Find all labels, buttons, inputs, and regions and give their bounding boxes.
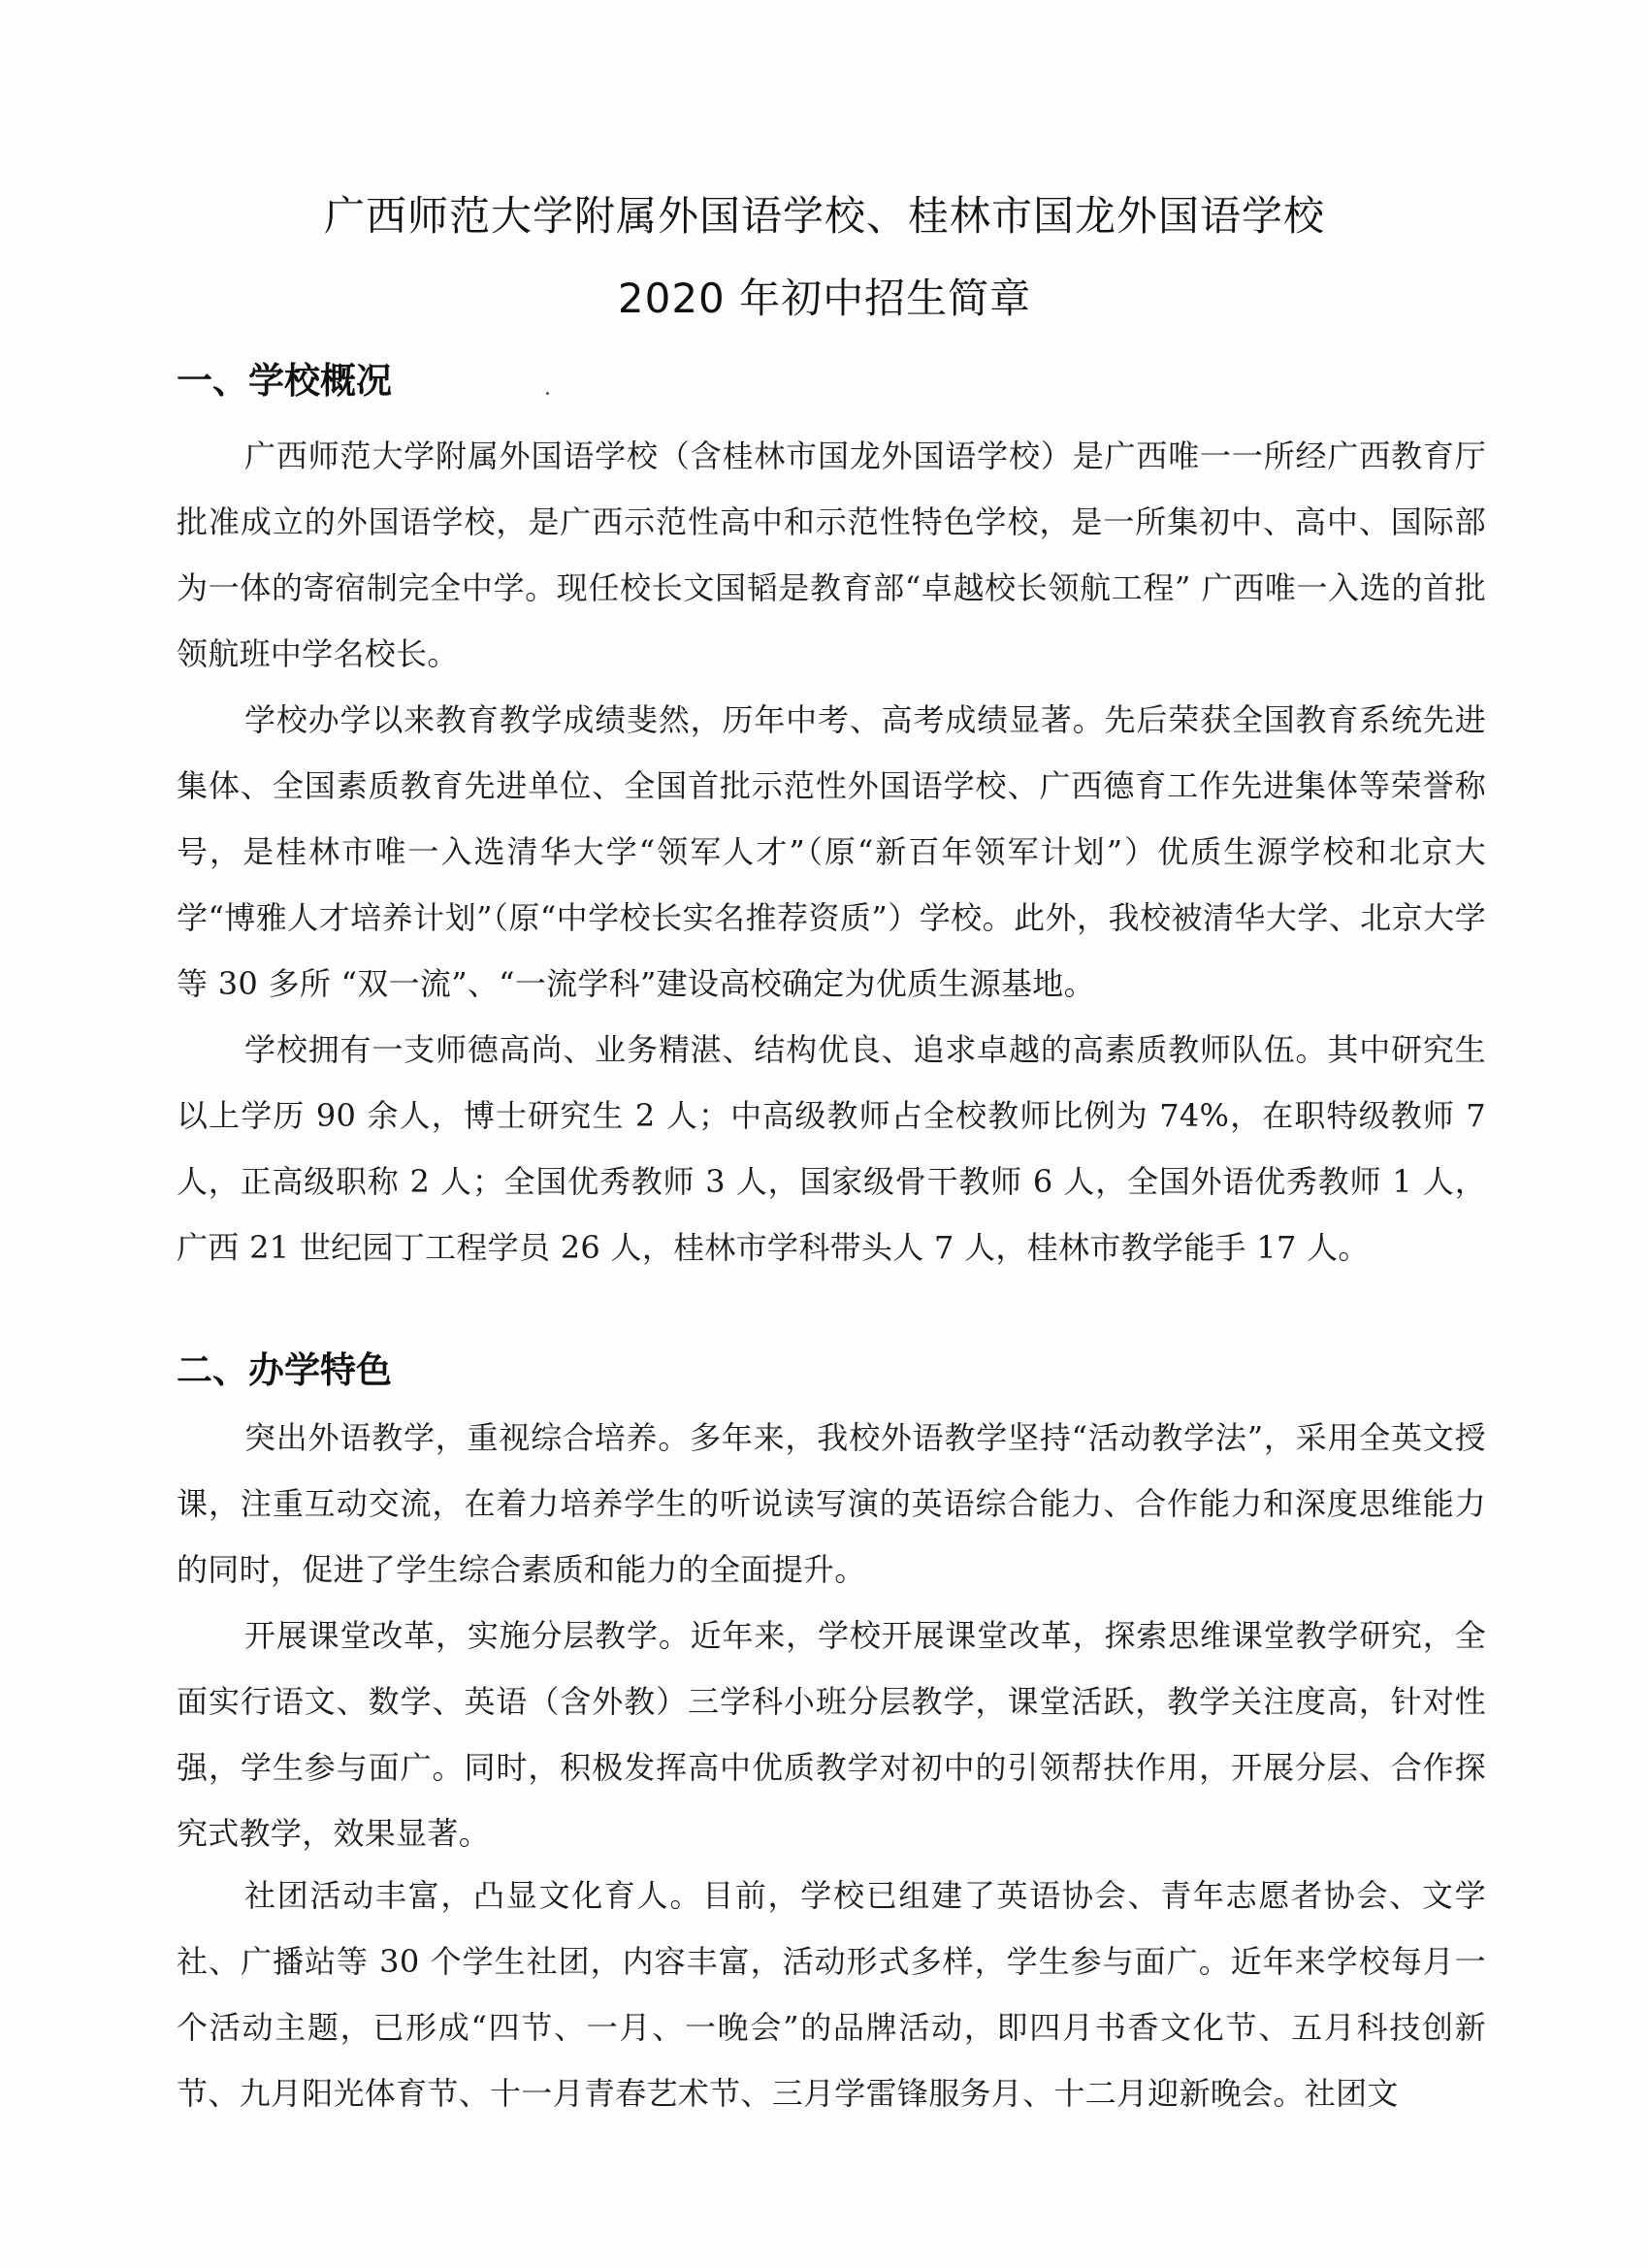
document-title-line-2: 2020 年初中招生简章 xyxy=(617,275,1032,322)
section-heading-features: 二、办学特色 xyxy=(177,1349,392,1391)
document-title-line-1: 广西师范大学附属外国语学校、桂林市国龙外国语学校 xyxy=(323,192,1325,240)
features-paragraph-2: 开展课堂改革，实施分层教学。近年来，学校开展课堂改革，探索思维课堂教学研究，全面实行语文、数学、英语（含外教）三学科小班分层教学，课堂活跃，教学关注度高，针对性强，学生参与面广。同时，积极发挥高中优质教学对初中的引领帮扶作用，开展分层、合作探究式教学，效果显著。 xyxy=(177,1617,1486,1852)
overview-paragraph-1: 广西师范大学附属外国语学校（含桂林市国龙外国语学校）是广西唯一一所经广西教育厅批准成立的外国语学校，是广西示范性高中和示范性特色学校，是一所集初中、高中、国际部为一体的寄宿制完全中学。现任校长文国韬是教育部“卓越校长领航工程” 广西唯一入选的首批领航班中学名校长。 xyxy=(177,437,1486,672)
features-paragraph-1: 突出外语教学，重视综合培养。多年来，我校外语教学坚持“活动教学法”，采用全英文授课，注重互动交流，在着力培养学生的听说读写演的英语综合能力、合作能力和深度思维能力的同时，促进了学生综合素质和能力的全面提升。 xyxy=(177,1419,1486,1588)
overview-paragraph-3: 学校拥有一支师德高尚、业务精湛、结构优良、追求卓越的高素质教师队伍。其中研究生以上学历 90 余人，博士研究生 2 人；中高级教师占全校教师比例为 74%，在职特级教师 7 人，正高级职称 2 人；全国优秀教师 3 人，国家级骨干教师 6 人，全国外语优秀教师 1 人，广西 21 世纪园丁工程学员 26 人，桂林市学科带头人 7 人，桂林市教学能手 17 人。 xyxy=(177,1031,1486,1266)
scan-speck xyxy=(546,392,549,395)
section-heading-overview: 一、学校概况 xyxy=(177,360,392,402)
overview-paragraph-2: 学校办学以来教育教学成绩斐然，历年中考、高考成绩显著。先后荣获全国教育系统先进集体、全国素质教育先进单位、全国首批示范性外国语学校、广西德育工作先进集体等荣誉称号，是桂林市唯一入选清华大学“领军人才”（原“新百年领军计划”）优质生源学校和北京大学“博雅人才培养计划”（原“中学校长实名推荐资质”）学校。此外，我校被清华大学、北京大学等 30 多所 “双一流”、“一流学科”建设高校确定为优质生源基地。 xyxy=(177,701,1486,1002)
features-paragraph-3: 社团活动丰富，凸显文化育人。目前，学校已组建了英语协会、青年志愿者协会、文学社、广播站等 30 个学生社团，内容丰富，活动形式多样，学生参与面广。近年来学校每月一个活动主题，已形成“四节、一月、一晚会”的品牌活动，即四月书香文化节、五月科技创新节、九月阳光体育节、十一月青春艺术节、三月学雷锋服务月、十二月迎新晚会。社团文 xyxy=(177,1877,1486,2112)
